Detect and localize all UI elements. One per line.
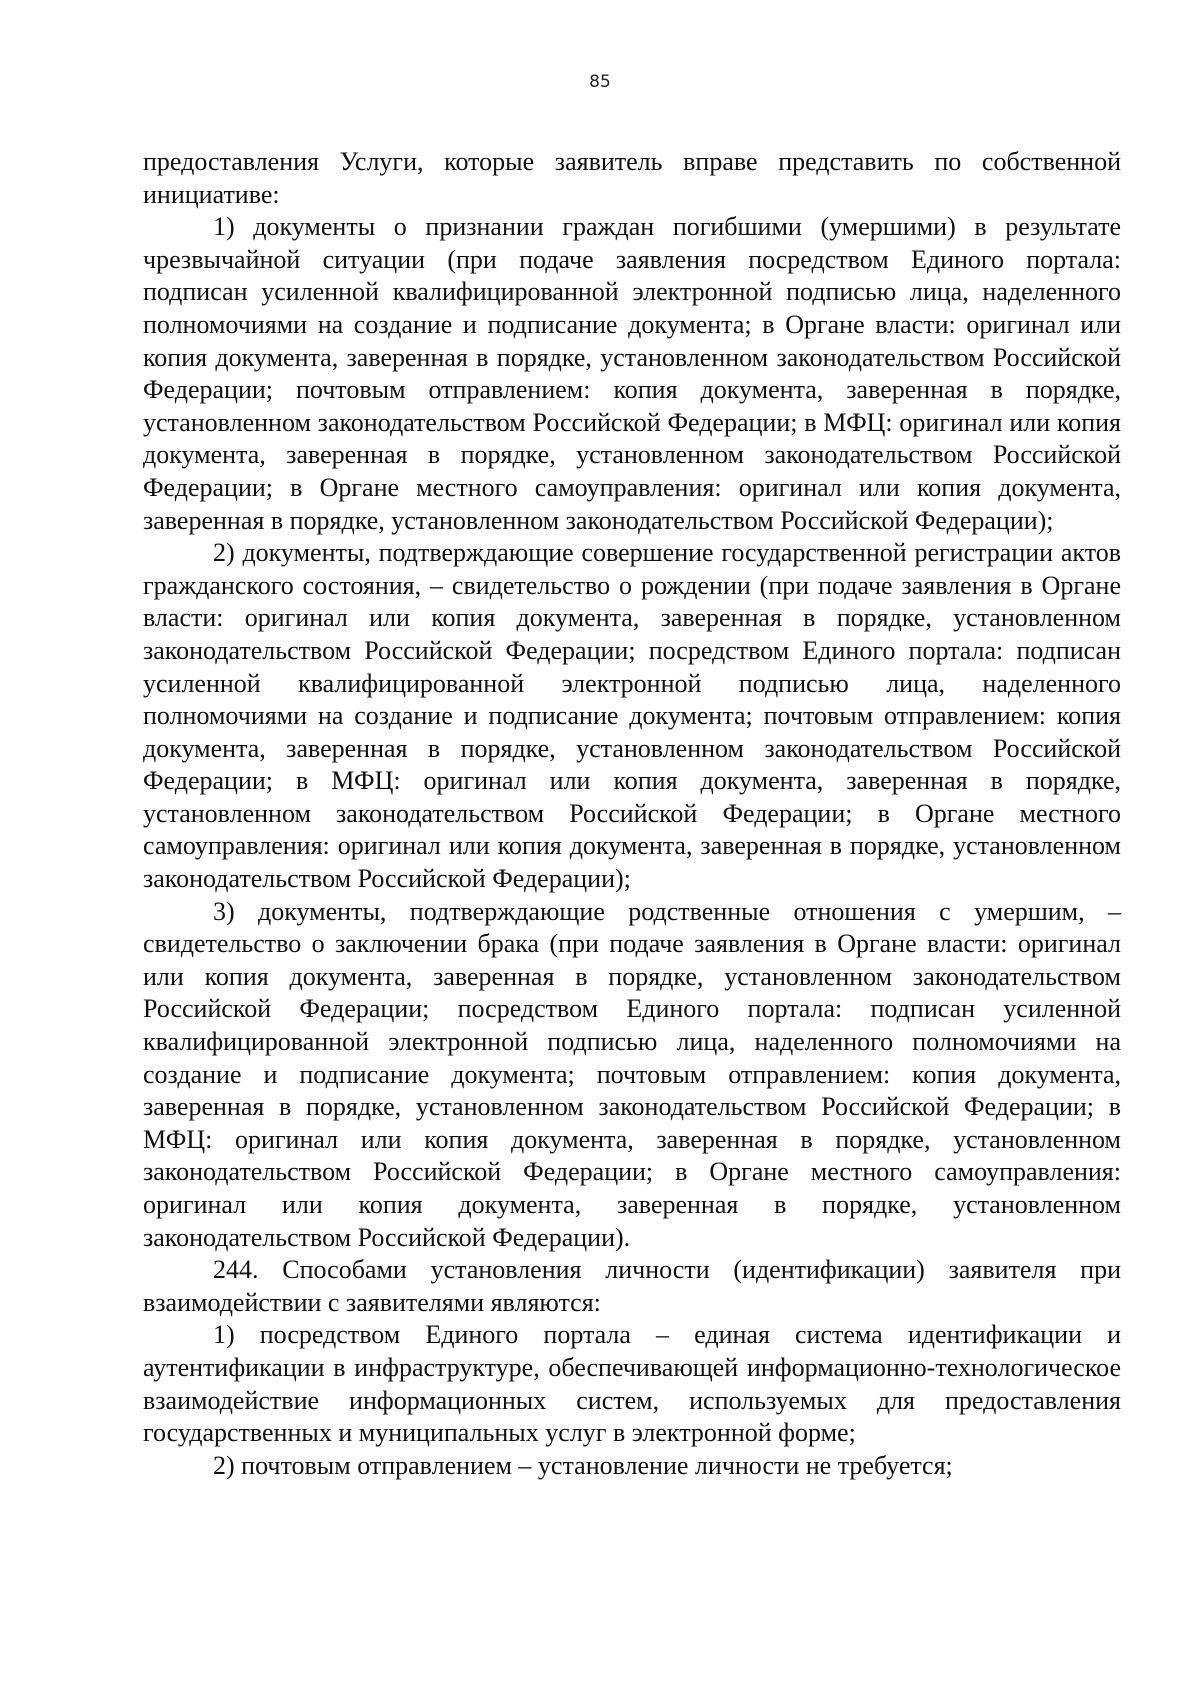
page-number: 85 bbox=[589, 72, 611, 92]
paragraph-section-244: 244. Способами установления личности (идентификации) заявителя при взаимодействии с заявителями являются: bbox=[143, 1255, 1121, 1317]
paragraph-continuation: предоставления Услуги, которые заявитель вправе представить по собственной инициативе: bbox=[143, 147, 1121, 209]
paragraph-item-2: 2) документы, подтверждающие совершение государственной регистрации актов гражданского состояния, – свидетельство о рождении (при подаче заявления в Органе власти: оригинал или копия документа, заверенная в порядке, установленном законодательством Российской Федерации; посредством Единого портала: подписан усиленной квалифицированной электронной подписью лица, наделенного полномочиями на создание и подписание документа; почтовым отправлением: копия документа, заверенная в порядке, установленном законодательством Российской Федерации; в МФЦ: оригинал или копия документа, заверенная в порядке, установленном законодательством Российской Федерации; в Органе местного самоуправления: оригинал или копия документа, заверенная в порядке, установленном законодательством Российской Федерации); bbox=[143, 538, 1121, 894]
paragraph-244-item-1: 1) посредством Единого портала – единая система идентификации и аутентификации в инфраструктуре, обеспечивающей информационно-технологическое взаимодействие информационных систем, используемых для предоставления государственных и муниципальных услуг в электронной форме; bbox=[143, 1320, 1121, 1448]
paragraph-244-item-2: 2) почтовым отправлением – установление личности не требуется; bbox=[213, 1450, 953, 1480]
paragraph-item-1: 1) документы о признании граждан погибшими (умершими) в результате чрезвычайной ситуации (при подаче заявления посредством Единого портала: подписан усиленной квалифицированной электронной подписью лица, наделенного полномочиями на создание и подписание документа; в Органе власти: оригинал или копия документа, заверенная в порядке, установленном законодательством Российской Федерации; почтовым отправлением: копия документа, заверенная в порядке, установленном законодательством Российской Федерации; в МФЦ: оригинал или копия документа, заверенная в порядке, установленном законодательством Российской Федерации; в Органе местного самоуправления: оригинал или копия документа, заверенная в порядке, установленном законодательством Российской Федерации); bbox=[143, 212, 1121, 535]
document-body bbox=[143, 146, 1121, 1482]
paragraph-item-3: 3) документы, подтверждающие родственные отношения с умершим, – свидетельство о заключении брака (при подаче заявления в Органе власти: оригинал или копия документа, заверенная в порядке, установленном законодательством Российской Федерации; посредством Единого портала: подписан усиленной квалифицированной электронной подписью лица, наделенного полномочиями на создание и подписание документа; почтовым отправлением: копия документа, заверенная в порядке, установленном законодательством Российской Федерации; в МФЦ: оригинал или копия документа, заверенная в порядке, установленном законодательством Российской Федерации; в Органе местного самоуправления: оригинал или копия документа, заверенная в порядке, установленном законодательством Российской Федерации). bbox=[143, 896, 1121, 1252]
